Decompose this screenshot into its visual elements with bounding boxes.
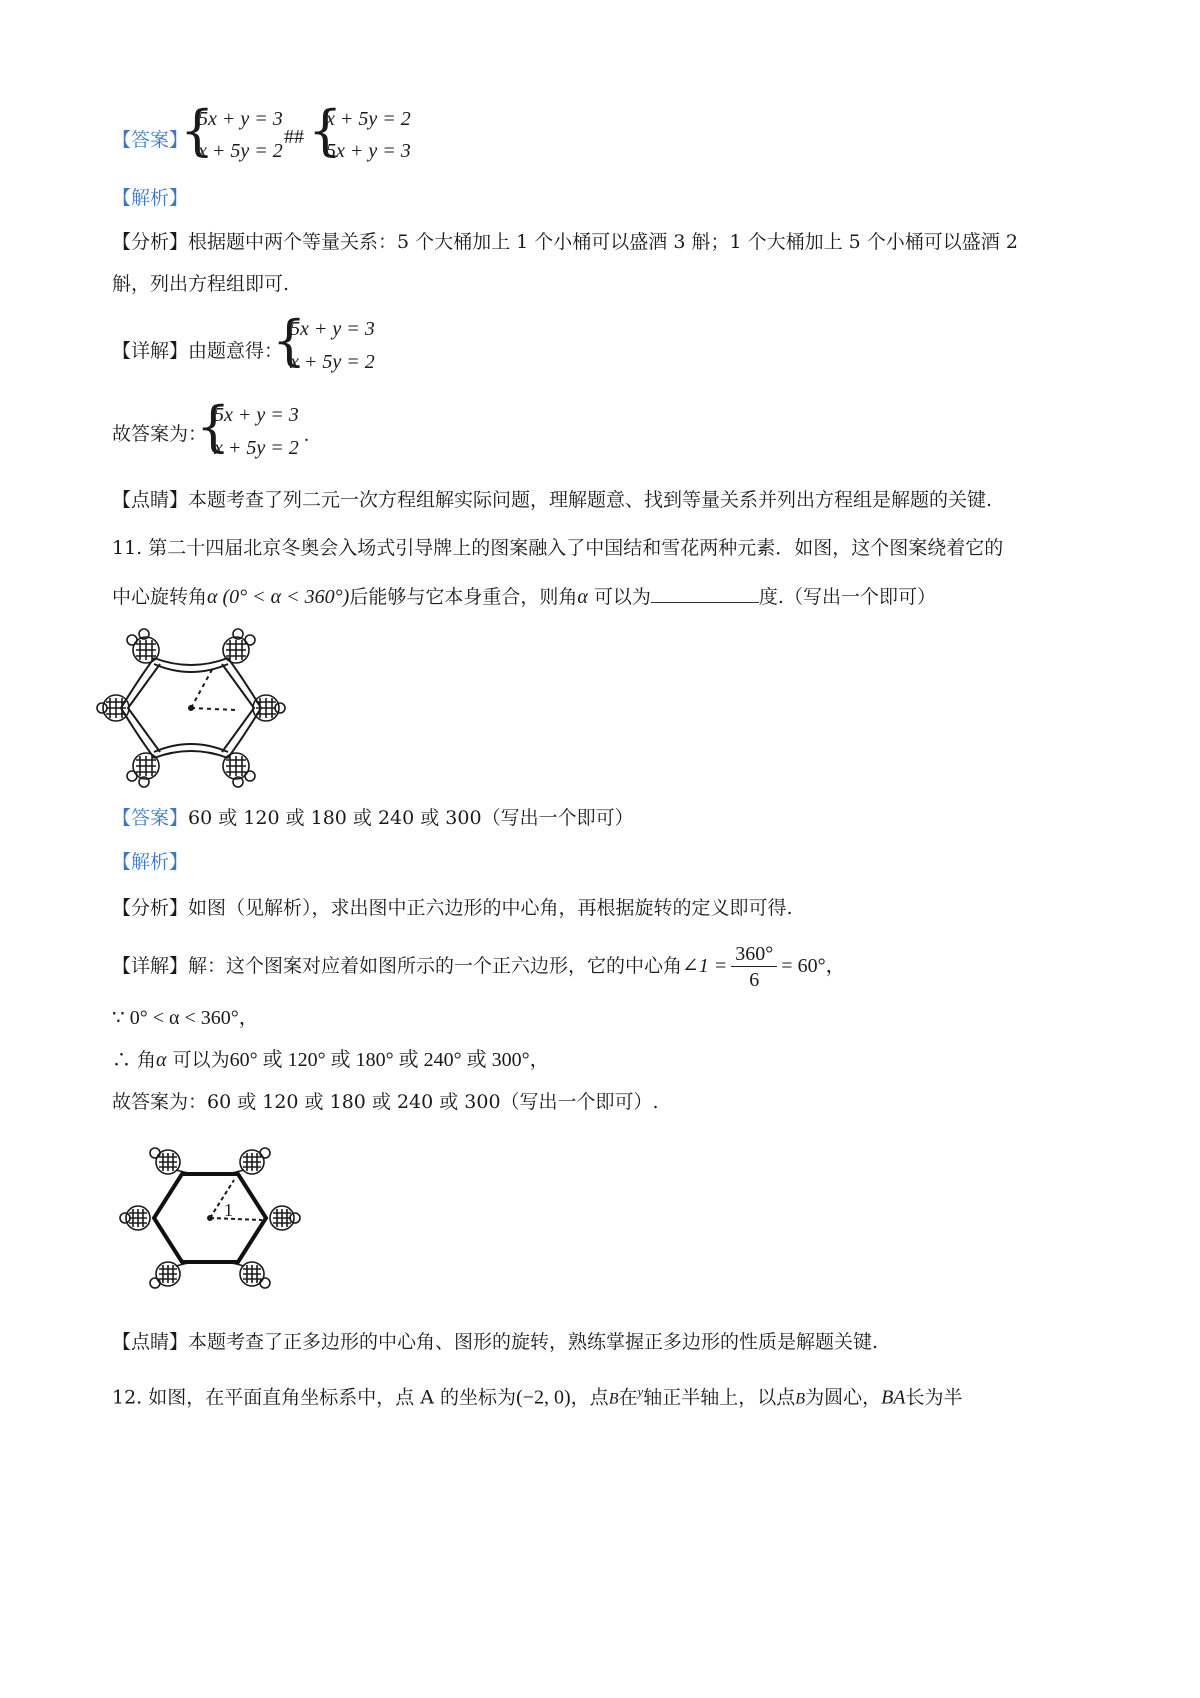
xiangjie-label: 【详解】: [112, 955, 189, 977]
dianjing-label: 【点睛】: [112, 1331, 189, 1353]
q11-xiangjie-line: [112, 936, 846, 996]
q12-text: ，点: [570, 1386, 609, 1409]
angle-values: 60° 或 120° 或 180° 或 240° 或 300°，: [229, 1049, 550, 1071]
brace-icon: {: [180, 99, 215, 162]
q11-text: 度.（写出一个即可）: [758, 586, 936, 608]
alpha-symbol: α: [156, 1049, 167, 1071]
equation: 5x + y = 3: [198, 108, 283, 130]
fenxi-label: 【分析】: [112, 231, 189, 253]
answer-label: 【答案】: [112, 129, 189, 151]
dianjing-text: 本题考查了正多边形的中心角、图形的旋转，熟练掌握正多边形的性质是解题关键.: [188, 1331, 879, 1353]
snowflake-knot-figure: [96, 628, 286, 788]
point-b: B: [608, 1390, 619, 1408]
xiangjie-label: 【详解】: [112, 340, 189, 362]
alpha-symbol: α: [577, 586, 588, 608]
dianjing-line: [112, 488, 992, 512]
equation: x + 5y = 2: [198, 140, 283, 162]
q11-line-2: [112, 584, 936, 609]
snowflake-hexagon-figure: [116, 1144, 306, 1294]
analysis-label: 【解析】: [112, 187, 189, 209]
q12-text: 在: [618, 1386, 638, 1409]
equation: 5x + y = 3: [326, 140, 411, 162]
brace-icon: {: [272, 309, 307, 372]
segment-ba: BA: [881, 1386, 906, 1409]
therefore-text: 可以为: [172, 1049, 230, 1071]
alpha-range: α (0° < α < 360°): [207, 586, 350, 608]
fenxi-label: 【分析】: [112, 897, 189, 919]
angle-lhs: ∠1 =: [682, 955, 728, 977]
q11-answer-line: [112, 806, 634, 830]
xiangjie-line: [112, 339, 283, 363]
equation: 5x + y = 3: [214, 404, 299, 426]
equation: x + 5y = 2: [290, 351, 375, 373]
separator: ##: [284, 126, 304, 148]
q12-line: [112, 1380, 963, 1411]
q11-text: 可以为: [593, 586, 651, 608]
point-b: B: [795, 1390, 806, 1408]
xiangjie-text: 解：这个图案对应着如图所示的一个正六边形，它的中心角: [188, 955, 683, 977]
gu-line: 故答案为：: [112, 423, 208, 445]
point-a-coord: (−2, 0): [516, 1386, 571, 1409]
answer-text: 60 或 120 或 180 或 240 或 300（写出一个即可）: [188, 807, 634, 829]
fenxi-text: 根据题中两个等量关系：5 个大桶加上 1 个小桶可以盛酒 3 斛；1 个大桶加上 5 个小桶可以盛酒 2: [188, 231, 1018, 253]
angle-rhs: = 60°，: [781, 955, 846, 977]
fenxi-line-2: 斛，列出方程组即可.: [112, 273, 290, 295]
q12-text: 轴正半轴上，以点: [643, 1386, 796, 1409]
fenxi-line-1: [112, 230, 1018, 254]
q11-gu-line: 故答案为：60 或 120 或 180 或 240 或 300（写出一个即可）.: [112, 1091, 659, 1113]
q11-fenxi-line: [112, 896, 793, 920]
equation: x + 5y = 2: [214, 437, 299, 459]
answer-blank: [651, 584, 759, 603]
fraction-numerator: 360°: [731, 942, 777, 967]
equation: 5x + y = 3: [290, 318, 375, 340]
q12-text: 为圆心，: [805, 1386, 882, 1409]
equation: x + 5y = 2: [326, 108, 411, 130]
period: .: [304, 424, 309, 446]
therefore-text: ∴ 角: [112, 1049, 157, 1071]
q12-text: 长为半: [905, 1386, 963, 1409]
therefore-line: [112, 1048, 550, 1072]
brace-icon: {: [196, 395, 231, 458]
fraction-denominator: 6: [749, 968, 760, 991]
q11-text: 中心旋转角: [112, 586, 208, 608]
analysis-label: 【解析】: [112, 851, 189, 873]
q11-text: 后能够与它本身重合，则角: [349, 586, 578, 608]
y-axis-symbol: y: [637, 1384, 644, 1399]
q11-dianjing-line: [112, 1330, 878, 1354]
q11-line-1: 11. 第二十四届北京冬奥会入场式引导牌上的图案融入了中国结和雪花两种元素．如图，这个图案绕着它的: [112, 537, 1004, 559]
fraction: [731, 942, 777, 993]
dianjing-text: 本题考查了列二元一次方程组解实际问题，理解题意、找到等量关系并列出方程组是解题的关键.: [188, 489, 993, 511]
brace-icon: {: [308, 99, 343, 162]
q12-text: 12. 如图，在平面直角坐标系中，点 A 的坐标为: [112, 1386, 517, 1409]
fenxi-text: 如图（见解析），求出图中正六边形的中心角，再根据旋转的定义即可得.: [188, 897, 793, 919]
angle-1-label: 1: [224, 1200, 233, 1220]
xiangjie-text: 由题意得：: [188, 340, 284, 362]
dianjing-label: 【点睛】: [112, 489, 189, 511]
answer-label: 【答案】: [112, 807, 189, 829]
because-line: ∵ 0° < α < 360°，: [112, 1007, 259, 1029]
